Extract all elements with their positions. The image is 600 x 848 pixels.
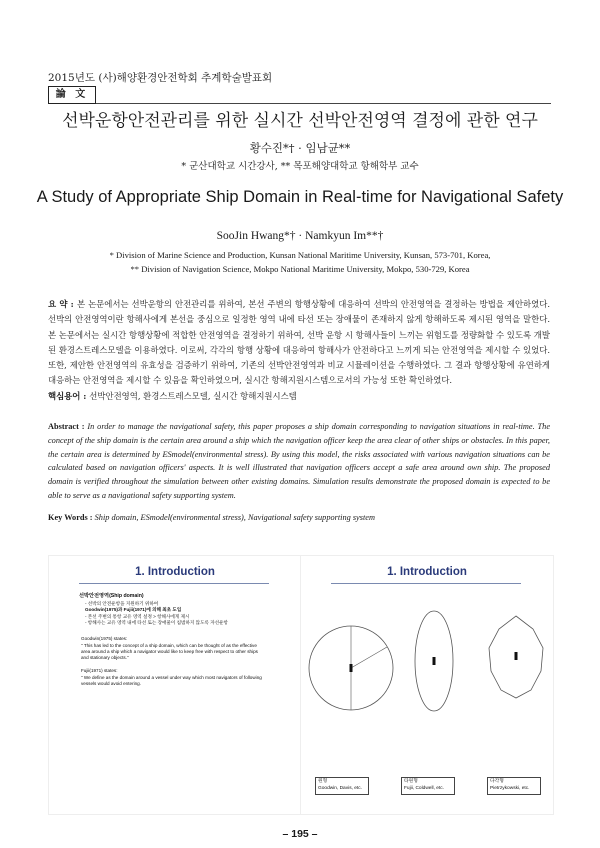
caption-circular-label: 원형	[318, 779, 328, 784]
elliptical-domain-figure	[415, 611, 453, 711]
english-abstract-label: Abstract :	[48, 422, 88, 431]
caption-elliptical-label: 타원형	[404, 779, 418, 784]
slide-introduction-domains	[300, 555, 554, 815]
caption-box-elliptical	[401, 777, 455, 795]
slide2-title: 1. Introduction	[387, 566, 467, 578]
ship-domain-diagrams	[301, 586, 553, 766]
korean-abstract-label: 요 약 :	[48, 299, 78, 309]
korean-abstract-text: 본 논문에서는 선박운항의 안전관리를 위하여, 본선 주변의 항행상황에 대응하여 선박의 안전영역을 결정하는 방법을 제안하였다. 선박의 안전영역이란 항해사에게 본선을 중심으로 일정한 영역 내에 타선 또는 장애물이 존재하지 않게 항해하도록 제시된 영역을 말한다. 본 논문에서는 실시간 항행상황에 적합한 안전영역을 결정하기 위하여, 선박 운항 시 항해사들이 느끼는 위험도를 정량화할 수 있도록 개발된 환경스트레스모델을 이용하였다. 이로써, 각각의 항행 상황에 대응하여 항해사가 안전하다고 느끼게 되는 안전영역을 제시할 수 있었다. 또한, 제안한 안전영역의 유효성을 검증하기 위하여, 기존의 선박안전영역과 비교 시뮬레이션을 수행하였다. 그 결과 항행상황에 유연하게 대응하는 안전영역을 제시할 수 있음을 확인하였으며, 실시간 항해지원시스템으로서의 가능성 또한 확인하였다.	[48, 299, 550, 386]
slide1-heading: 선박안전영역(Ship domain)	[79, 593, 144, 599]
conference-header: 2015년도 (사)해양환경안전학회 추계학술발표회	[48, 72, 273, 84]
english-keywords	[48, 513, 375, 522]
caption-polygonal-names: Pietrzykowski, etc.	[490, 786, 530, 791]
korean-keywords-text: 선박안전영역, 환경스트레스모델, 실시간 항해지원시스템	[89, 391, 297, 401]
english-keywords-label: Key Words :	[48, 513, 95, 522]
caption-box-circular	[315, 777, 369, 795]
polygonal-domain-figure	[489, 616, 543, 698]
header-rule	[96, 103, 551, 104]
english-keywords-text: Ship domain, ESmodel(environmental stress), Navigational safety supporting system	[94, 513, 375, 522]
quote2-source: Fujii(1971) states:	[81, 668, 118, 673]
paper-type-tag: 論 文	[48, 86, 96, 104]
english-authors: SooJin Hwang*† · Namkyun Im**†	[216, 230, 384, 242]
slide1-bullet-4: - 항해사는 교유 영역 내에 타선 또는 장애물이 침범하지 않도록 자선운항	[85, 620, 228, 625]
korean-title: 선박운항안전관리를 위한 실시간 선박안전영역 결정에 관한 연구	[62, 111, 538, 131]
caption-box-polygonal	[487, 777, 541, 795]
caption-polygonal-label: 다각형	[490, 779, 504, 784]
english-abstract-text: In order to manage the navigational safety, this paper proposes a ship domain corresponding to navigation situations in real-time. The concept of the ship domain is the certain area around a ship which the navigation officer keep the area clear of other ships or obstacles. In this paper, the certain area is determined by ESmodel(environmental stress). By using this model, the risks associated with various navigation situations can be calculated based on navigation officers' aspects. It is well illustrated that navigation officers accept a safe area around own ship. The proposed domain is verified throughout the simulation between other existing domains. Simulation results demonstrate the proposed domain is expected to be able to serve as a navigational safety supporting system.	[48, 422, 550, 500]
quote1-source: Goodwin(1975) states:	[81, 636, 128, 641]
circular-domain-figure	[309, 626, 393, 710]
english-affiliation-1: * Division of Marine Science and Production, Kunsan National Maritime University, Kunsan, 573-701, Korea,	[109, 250, 491, 260]
quote2-text: " We define as the domain around a vessel under way which most navigators of following vessels would avoid entering.	[81, 675, 262, 686]
slide-introduction-text	[48, 555, 302, 815]
page-number: – 195 –	[282, 828, 318, 840]
korean-keywords	[48, 390, 297, 402]
quote1-text: " This has led to the concept of a ship domain, which can be thought of as the effective area around a ship which a navigator would like to keep free with respect to other ships and stationary objects."	[81, 643, 258, 660]
english-affiliation-2: ** Division of Navigation Science, Mokpo National Maritime University, Mokpo, 530-729, Korea	[130, 264, 470, 274]
english-abstract	[48, 420, 550, 503]
slide1-title: 1. Introduction	[135, 566, 215, 578]
slide1-bullet-1: - 선박의 안전운항을 지원하기 위하여	[85, 601, 159, 606]
korean-affiliations: * 군산대학교 시간강사, ** 목포해양대학교 항해학부 교수	[181, 161, 419, 172]
korean-abstract	[48, 297, 550, 389]
slide1-bullet-2: Goodwin(1975)과 Fujii(1971)에 의해 최초 도입	[85, 607, 182, 612]
english-title: A Study of Appropriate Ship Domain in Real-time for Navigational Safety	[36, 188, 564, 206]
slide2-title-rule	[331, 583, 521, 584]
korean-authors: 황수진*† · 임남균**	[249, 141, 351, 155]
slide1-bullet-3: - 본선 주변의 통항 교유 영역 설정 > 항해사에게 제시	[85, 614, 190, 619]
caption-circular-names: Goodwin, Davis, etc.	[318, 786, 362, 791]
korean-keywords-label: 핵심용어 :	[48, 391, 90, 401]
slide1-title-rule	[79, 583, 269, 584]
caption-elliptical-names: Fujii, Coldwell, etc.	[404, 786, 444, 791]
